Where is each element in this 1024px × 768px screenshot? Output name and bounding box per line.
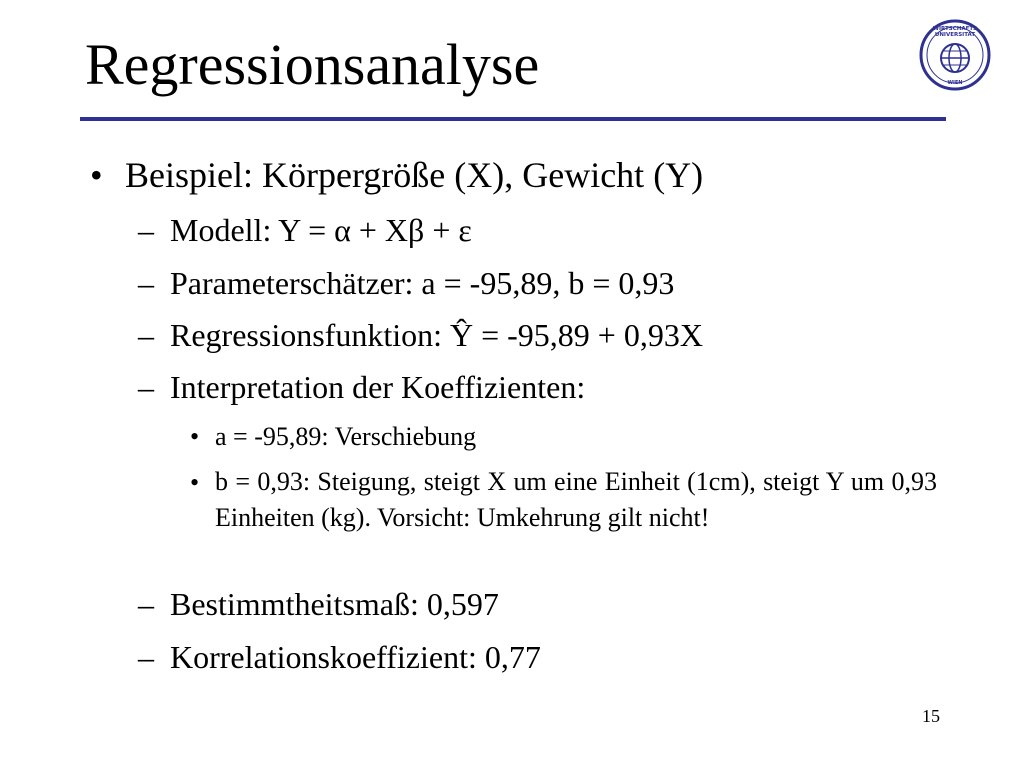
dash-marker: – (138, 586, 154, 622)
slide-title: Regressionsanalyse (85, 32, 540, 97)
bullet-r2: Bestimmtheitsmaß: 0,597 (170, 586, 499, 622)
sub-bullet-marker: • (190, 468, 200, 497)
bullet-coef-b: b = 0,93: Steigung, steigt X um eine Einheit (1cm), steigt Y um 0,93 Einheiten (kg). Vorsicht: Umkehrung gilt nicht! (215, 467, 937, 532)
dash-marker: – (138, 369, 154, 405)
logo-text-line1: WIRTSCHAFTS (932, 26, 978, 32)
bullet-estimator: Parameterschätzer: a = -95,89, b = 0,93 (170, 265, 675, 301)
bullet-corr: Korrelationskoeffizient: 0,77 (170, 639, 541, 675)
title-underline (80, 117, 946, 121)
logo-text-line2: UNIVERSITÄT (934, 32, 976, 38)
bullet-example: Beispiel: Körpergröße (X), Gewicht (Y) (125, 155, 704, 195)
dash-marker: – (138, 639, 154, 675)
bullet-coef-a: a = -95,89: Verschiebung (215, 422, 477, 451)
university-seal-icon (918, 18, 992, 92)
bullet-model: Modell: Y = α + Xβ + ε (170, 212, 472, 248)
dash-marker: – (138, 265, 154, 301)
logo-text-line3: WIEN (947, 80, 963, 86)
bullet-interpretation: Interpretation der Koeffizienten: (170, 369, 586, 405)
bullet-marker: • (90, 155, 103, 195)
dash-marker: – (138, 212, 154, 248)
page-number: 15 (922, 706, 940, 726)
bullet-function: Regressionsfunktion: Ŷ = -95,89 + 0,93X (170, 317, 703, 353)
dash-marker: – (138, 317, 154, 353)
sub-bullet-marker: • (190, 422, 200, 451)
